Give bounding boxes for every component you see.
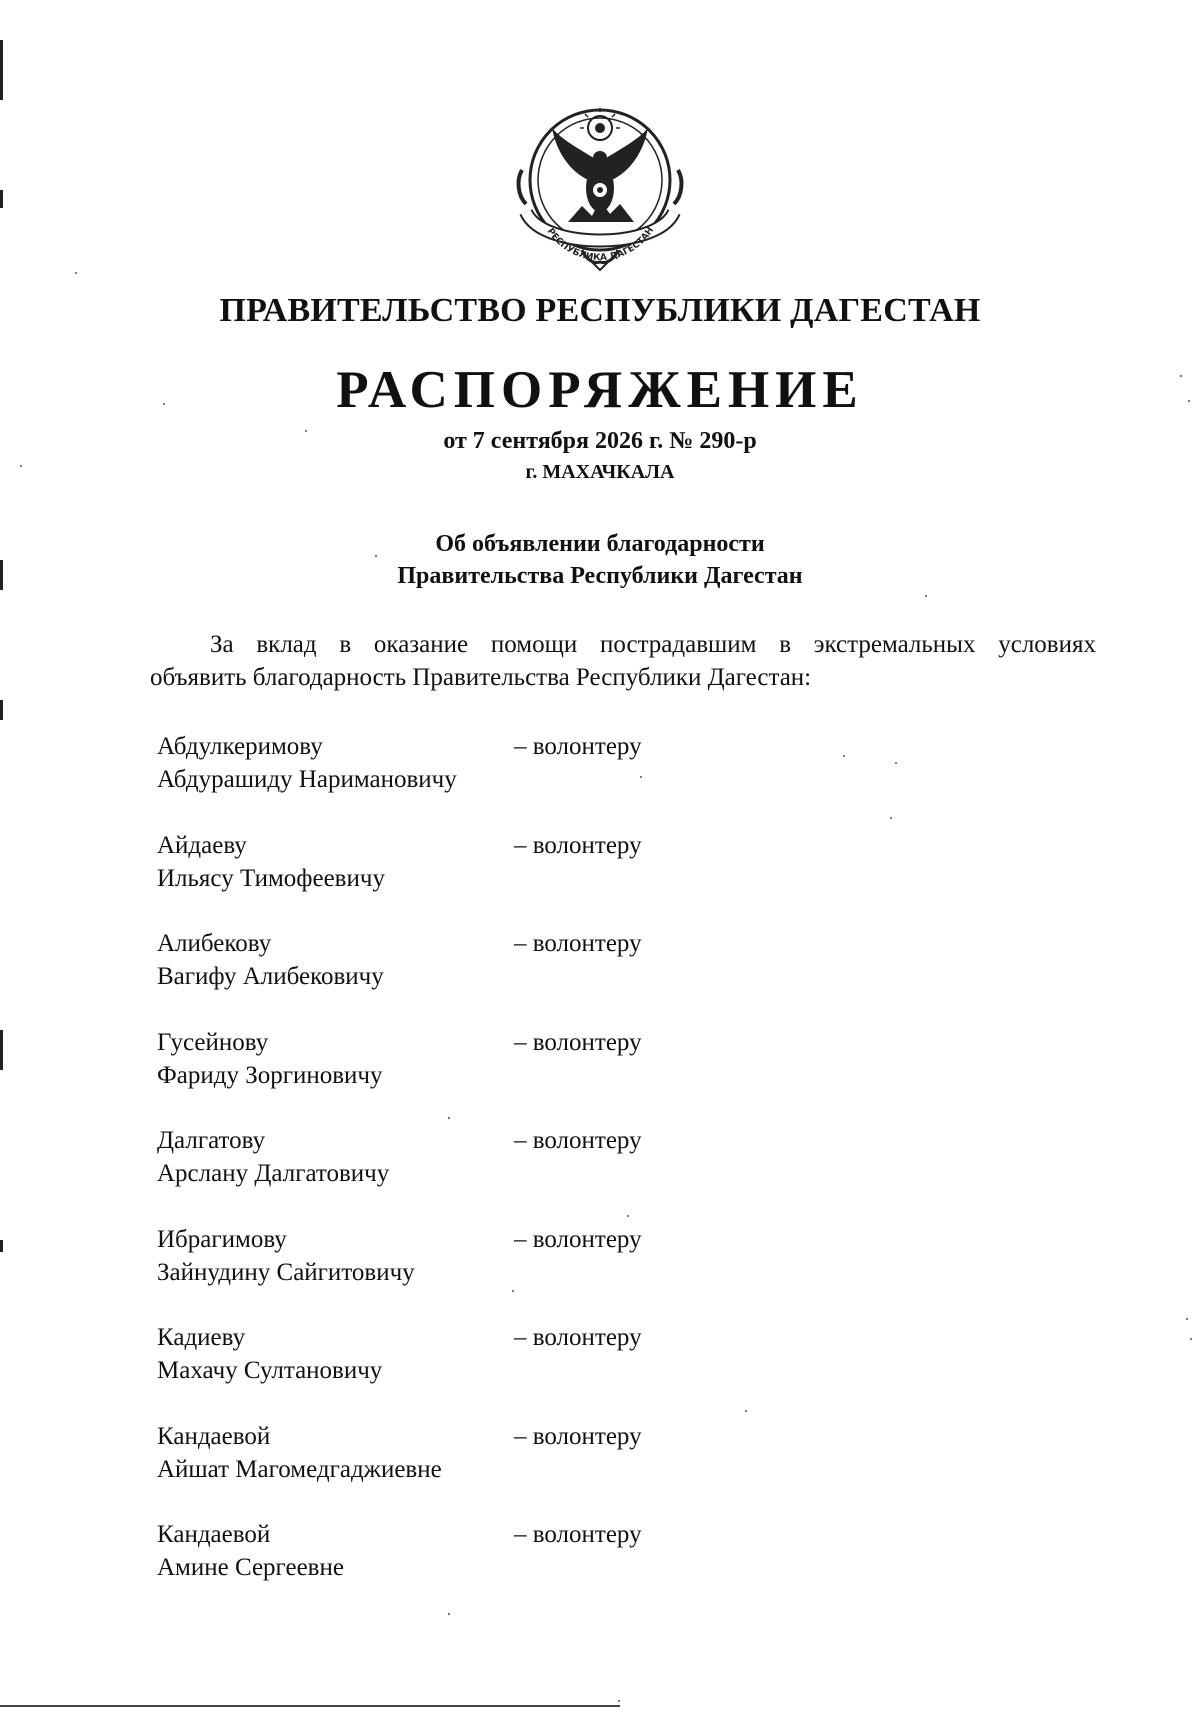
recipient-name (157, 1026, 383, 1092)
document-subject (0, 528, 1200, 592)
recipient-entry (157, 927, 857, 1026)
recipient-entry (157, 1518, 857, 1617)
recipient-name (157, 927, 384, 993)
recipient-surname: Далгатову (157, 1127, 266, 1154)
dagestan-coat-of-arms-emblem (512, 100, 688, 276)
recipient-role: – волонтеру (514, 1225, 642, 1253)
recipient-entry (157, 829, 857, 928)
recipient-given-name: Абдурашиду Наримановичу (157, 766, 457, 793)
recipients-list (157, 730, 857, 1617)
recipient-surname: Абдулкеримову (157, 733, 323, 760)
recipient-entry (157, 1223, 857, 1322)
recipient-given-name: Фариду Зоргиновичу (157, 1061, 383, 1089)
body-line-1: За вклад в оказание помощи пострадавшим в экстремальных условиях (210, 631, 1096, 658)
recipient-role: – волонтеру (514, 733, 642, 760)
recipient-surname: Кандаевой (157, 1422, 271, 1450)
recipient-name (157, 1124, 389, 1190)
recipient-role: – волонтеру (514, 1127, 642, 1154)
recipient-role: – волонтеру (514, 930, 642, 957)
organization-title: ПРАВИТЕЛЬСТВО РЕСПУБЛИКИ ДАГЕСТАН (219, 292, 981, 329)
recipient-surname: Айдаеву (157, 831, 247, 859)
recipient-surname: Гусейнову (157, 1028, 269, 1056)
scan-left-edge (0, 0, 4, 1713)
recipient-name (157, 829, 385, 895)
recipient-role: – волонтеру (514, 1521, 642, 1548)
recipient-given-name: Зайнудину Сайгитовичу (157, 1258, 415, 1286)
recipient-entry (157, 1420, 857, 1519)
recipient-name (157, 1321, 382, 1387)
recipient-surname: Кандаевой (157, 1521, 271, 1548)
recipient-given-name: Ильясу Тимофеевичу (157, 864, 385, 892)
scan-bottom-line (0, 1705, 620, 1707)
recipient-role: – волонтеру (514, 1028, 642, 1056)
recipient-role: – волонтеру (514, 1324, 642, 1351)
svg-text:РЕСПУБЛИКА ДАГЕСТАН: РЕСПУБЛИКА ДАГЕСТАН (544, 225, 657, 264)
recipient-surname: Ибрагимову (157, 1225, 287, 1253)
subject-line-2: Правительства Республики Дагестан (397, 563, 803, 589)
recipient-name (157, 1518, 344, 1584)
recipient-given-name: Амине Сергеевне (157, 1554, 344, 1581)
recipient-given-name: Махачу Султановичу (157, 1357, 383, 1384)
document-type-title: РАСПОРЯЖЕНИЕ (336, 361, 864, 419)
recipient-entry (157, 730, 857, 829)
recipient-name (157, 730, 457, 796)
recipient-role: – волонтеру (514, 1422, 642, 1450)
body-paragraph (150, 628, 1096, 694)
recipient-given-name: Арслану Далгатовичу (157, 1160, 390, 1187)
recipient-entry (157, 1124, 857, 1223)
body-line-2: объявить благодарность Правительства Республики Дагестан: (150, 664, 812, 691)
recipient-entry (157, 1026, 857, 1125)
document-city: г. МАХАЧКАЛА (525, 461, 675, 483)
recipient-name (157, 1223, 415, 1289)
recipient-entry (157, 1321, 857, 1420)
recipient-surname: Алибекову (157, 930, 272, 957)
subject-line-1: Об объявлении благодарности (435, 531, 765, 557)
recipient-given-name: Вагифу Алибековичу (157, 963, 384, 990)
recipient-role: – волонтеру (514, 831, 642, 859)
recipient-given-name: Айшат Магомедгаджиевне (157, 1455, 442, 1483)
document-date-number: от 7 сентября 2026 г. № 290-р (443, 428, 757, 454)
recipient-name (157, 1420, 442, 1486)
recipient-surname: Кадиеву (157, 1324, 246, 1351)
